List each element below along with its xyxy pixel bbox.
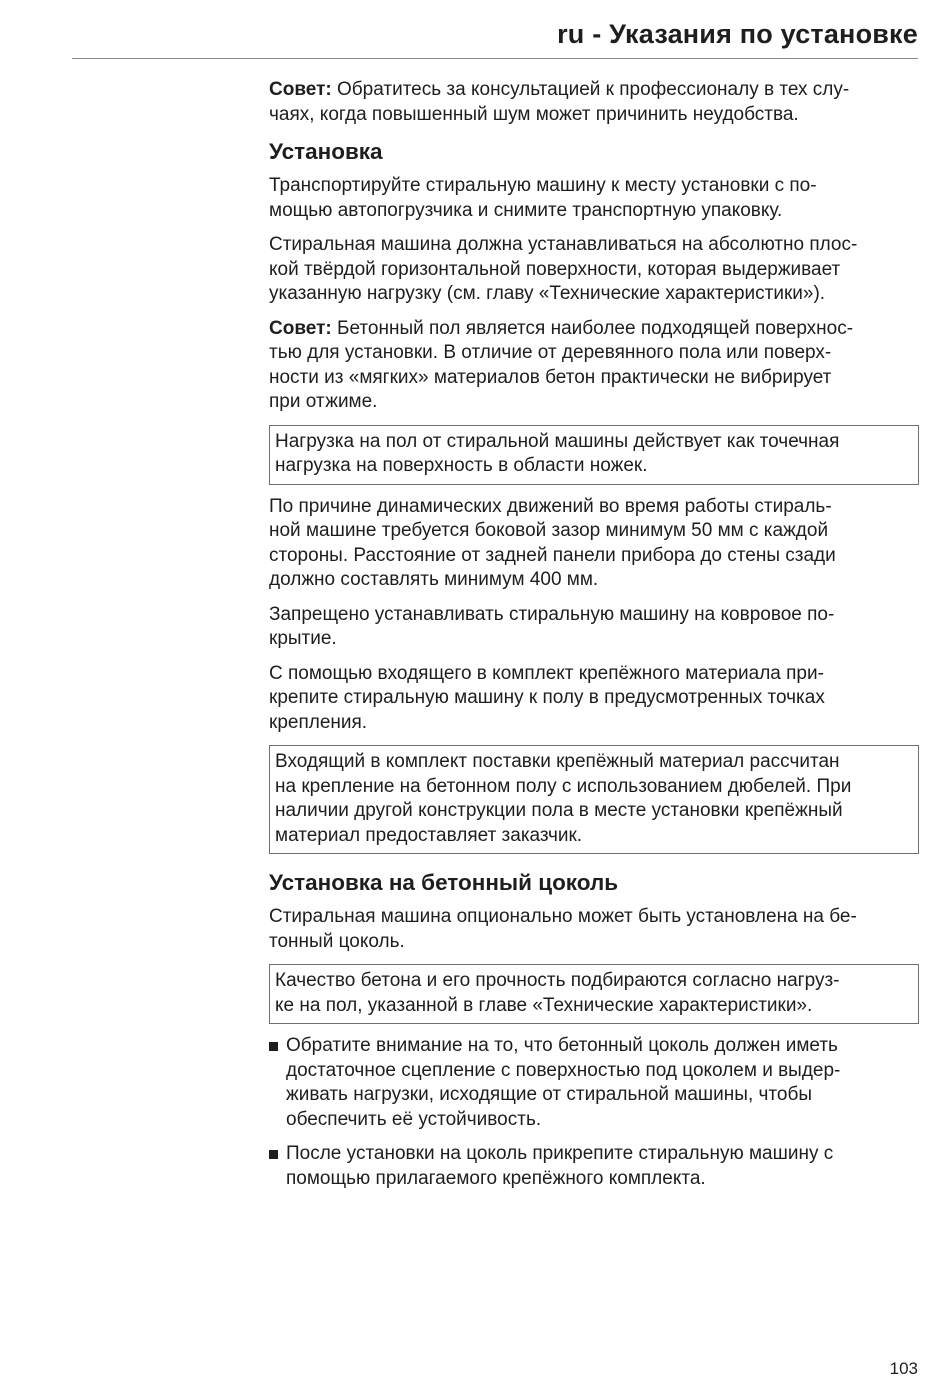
text-line: Входящий в комплект поставки крепёжный материал рассчитан xyxy=(275,751,840,772)
text-line: ности из «мягких» материалов бетон практически не вибрирует xyxy=(269,366,832,388)
paragraph xyxy=(269,603,921,652)
text-line xyxy=(269,317,921,342)
text-line: обеспечить её устойчивость. xyxy=(286,1108,542,1130)
text-line: при отжиме. xyxy=(269,391,378,412)
section-heading-concrete-plinth: Установка на бетонный цоколь xyxy=(269,870,619,895)
tip-paragraph xyxy=(269,317,921,415)
text-line: на крепление на бетонном полу с использованием дюбелей. При xyxy=(275,775,852,797)
text-line: крытие. xyxy=(269,628,337,649)
notice-box xyxy=(269,745,919,854)
text-line: помощью прилагаемого крепёжного комплекта. xyxy=(286,1167,706,1189)
text-line: достаточное сцепление с поверхностью под цоколем и выдер- xyxy=(286,1059,841,1081)
text-line: должно составлять минимум 400 мм. xyxy=(269,569,599,590)
main-content xyxy=(269,78,921,1201)
text-line: Стиральная машина опционально может быть установлена на бе- xyxy=(269,906,857,927)
square-bullet-icon xyxy=(269,1150,278,1159)
page-number: 103 xyxy=(889,1359,918,1378)
text-line: чаях, когда повышенный шум может причинить неудобства. xyxy=(269,103,799,125)
text-line: Качество бетона и его прочность подбираются согласно нагруз- xyxy=(275,970,840,991)
tip-paragraph xyxy=(269,78,921,127)
tip-label: Совет: xyxy=(269,317,332,339)
paragraph xyxy=(269,495,921,593)
text-line: нагрузка на поверхность в области ножек. xyxy=(275,455,648,476)
notice-box xyxy=(269,964,919,1024)
text-line: Стиральная машина должна устанавливаться на абсолютно плос- xyxy=(269,234,858,255)
text-line-content: Обратитесь за консультацией к профессионалу в тех слу- xyxy=(337,79,850,100)
text-line: наличии другой конструкции пола в месте установки крепёжный xyxy=(275,800,843,821)
notice-box xyxy=(269,425,919,485)
text-line: тонный цоколь. xyxy=(269,930,405,952)
text-line: мощью автопогрузчика и снимите транспортную упаковку. xyxy=(269,199,783,221)
text-line: Транспортируйте стиральную машину к месту установки с по- xyxy=(269,175,817,196)
paragraph xyxy=(269,233,921,307)
text-line: ной машине требуется боковой зазор минимум 50 мм с каждой xyxy=(269,520,829,541)
paragraph xyxy=(269,662,921,736)
text-line: После установки на цоколь прикрепите стиральную машину с xyxy=(286,1143,834,1164)
text-line xyxy=(269,78,921,103)
section-heading-installation: Установка xyxy=(269,139,383,164)
text-line: С помощью входящего в комплект крепёжного материала при- xyxy=(269,662,824,684)
text-line: Нагрузка на пол от стиральной машины действует как точечная xyxy=(275,430,840,452)
text-line: крепления. xyxy=(269,711,368,733)
paragraph xyxy=(269,905,921,954)
text-line: живать нагрузки, исходящие от стиральной машины, чтобы xyxy=(286,1084,812,1105)
square-bullet-icon xyxy=(269,1042,278,1051)
text-line: ке на пол, указанной в главе «Технические характеристики». xyxy=(275,994,813,1016)
text-line: материал предоставляет заказчик. xyxy=(275,824,583,846)
page-header-title: ru - Указания по установке xyxy=(557,19,918,49)
list-item xyxy=(269,1142,921,1191)
text-line: Запрещено устанавливать стиральную машину на ковровое по- xyxy=(269,603,835,625)
text-line: кой твёрдой горизонтальной поверхности, которая выдерживает xyxy=(269,258,841,280)
paragraph xyxy=(269,174,921,223)
bullet-list xyxy=(269,1034,921,1191)
text-line: По причине динамических движений во время работы стираль- xyxy=(269,495,832,517)
tip-label: Совет: xyxy=(269,79,332,100)
list-item xyxy=(269,1034,921,1132)
text-line: указанную нагрузку (см. главу «Технические характеристики»). xyxy=(269,283,826,304)
text-line: стороны. Расстояние от задней панели прибора до стены сзади xyxy=(269,544,836,566)
text-line-content: Бетонный пол является наиболее подходящей поверхнос- xyxy=(337,317,854,339)
header-divider xyxy=(72,58,918,59)
text-line: крепите стиральную машину к полу в предусмотренных точках xyxy=(269,687,825,708)
text-line: тью для установки. В отличие от деревянного пола или поверх- xyxy=(269,342,832,363)
text-line: Обратите внимание на то, что бетонный цоколь должен иметь xyxy=(286,1035,838,1056)
